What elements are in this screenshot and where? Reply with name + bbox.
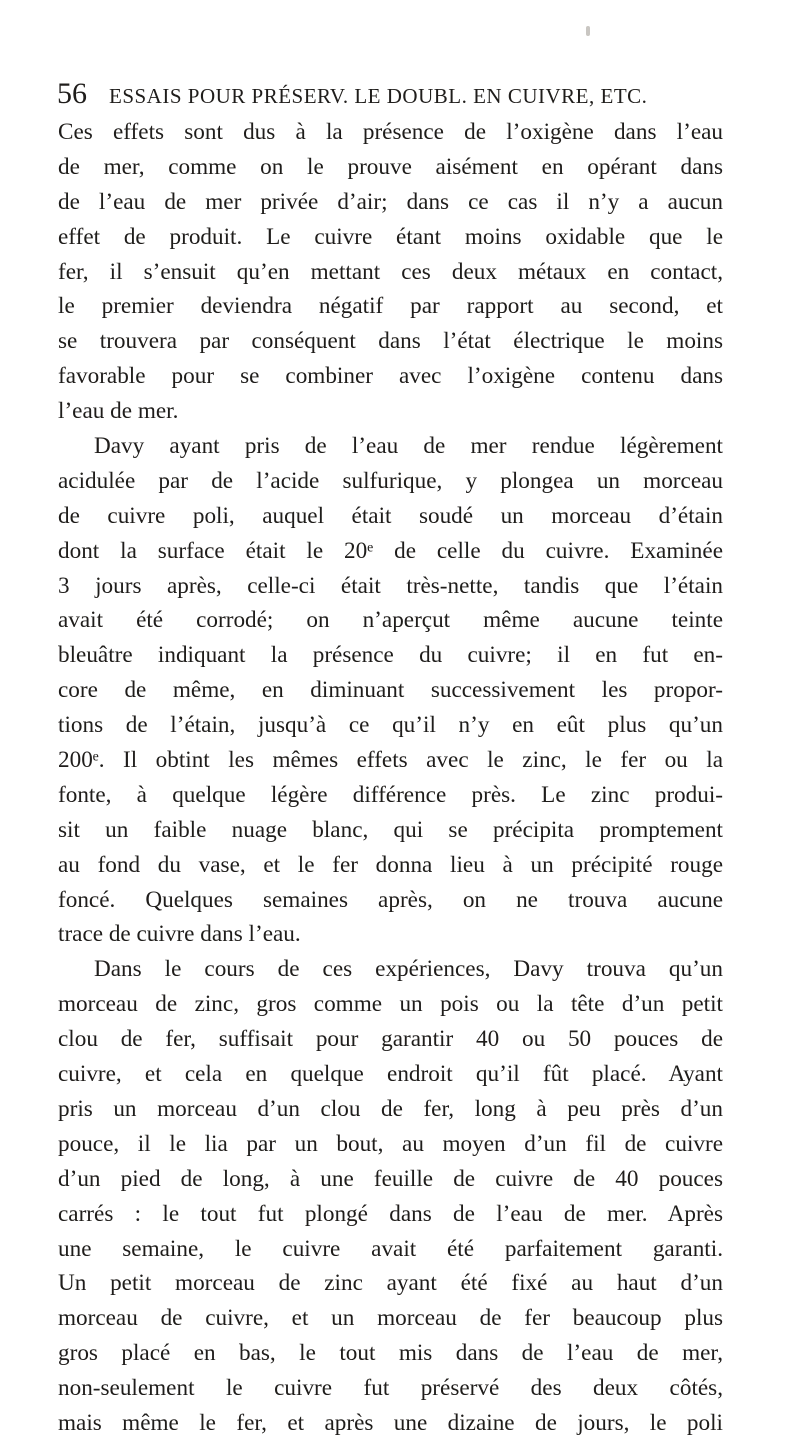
text-line: core de même, en diminuant successivement les propor- [58,677,723,704]
text-line: morceau de cuivre, et un morceau de fer beaucoup plus [58,1305,723,1332]
text-line: favorable pour se combiner avec l’oxigène contenu dans [58,363,723,390]
text-line: morceau de zinc, gros comme un pois ou la tête d’un petit [58,991,723,1018]
text-line: foncé. Quelques semaines après, on ne trouva aucune [58,886,723,913]
text-line: trace de cuivre dans l’eau. [58,921,301,948]
text-line: clou de fer, suffisait pour garantir 40 ou 50 pouces de [58,1026,723,1053]
text-line: pouce, il le lia par un bout, au moyen d’un fil de cuivre [58,1130,723,1157]
text-line: 3 jours après, celle-ci était très-nette, tandis que l’étain [58,572,723,599]
text-line: d’un pied de long, à une feuille de cuivre de 40 pouces [58,1165,723,1192]
text-line: avait été corrodé; on n’aperçut même aucune teinte [58,607,723,634]
text-line: gros placé en bas, le tout mis dans de l’eau de mer, [58,1340,723,1367]
text-line: Un petit morceau de zinc ayant été fixé au haut d’un [58,1270,723,1297]
text-line: 200ᵉ. Il obtint les mêmes effets avec le zinc, le fer ou la [58,747,723,774]
text-line: se trouvera par conséquent dans l’état électrique le moins [58,328,723,355]
text-line: pris un morceau d’un clou de fer, long à peu près d’un [58,1095,723,1122]
text-line: Ces effets sont dus à la présence de l’oxigène dans l’eau [58,119,723,145]
text-line: acidulée par de l’acide sulfurique, y plongea un morceau [58,467,723,494]
page-number: 56 [57,77,87,110]
text-line: tions de l’étain, jusqu’à ce qu’il n’y en eût plus qu’un [58,712,723,739]
text-line: une semaine, le cuivre avait été parfaitement garanti. [58,1235,723,1262]
body-text [58,115,723,1441]
text-line: fer, il s’ensuit qu’en mettant ces deux métaux en contact, [58,258,723,285]
text-line: Dans le cours de ces expériences, Davy trouva qu’un [94,956,723,983]
running-head [57,78,717,110]
text-line: cuivre, et cela en quelque endroit qu’il fût placé. Ayant [58,1061,723,1088]
text-line: non-seulement le cuivre fut préservé des deux côtés, [58,1375,723,1402]
text-line: dont la surface était le 20ᵉ de celle du cuivre. Examinée [58,537,723,564]
text-line: effet de produit. Le cuivre étant moins oxidable que le [58,223,723,250]
text-line: sit un faible nuage blanc, qui se précipita promptement [58,816,723,843]
text-line: Davy ayant pris de l’eau de mer rendue légèrement [94,433,723,460]
text-line: bleuâtre indiquant la présence du cuivre; il en fut en- [58,642,723,669]
text-line: fonte, à quelque légère différence près. Le zinc produi- [58,781,723,808]
text-line: au fond du vase, et le fer donna lieu à un précipité rouge [58,851,723,878]
text-line: de l’eau de mer privée d’air; dans ce cas il n’y a aucun [58,188,723,215]
running-title: ESSAIS POUR PRÉSERV. LE DOUBL. EN CUIVRE, ETC. [109,84,648,108]
text-line: de cuivre poli, auquel était soudé un morceau d’étain [58,502,723,529]
text-line: le premier deviendra négatif par rapport au second, et [58,293,723,320]
page-speck [586,26,590,36]
text-line: de mer, comme on le prouve aisément en opérant dans [58,153,723,180]
text-line: carrés : le tout fut plongé dans de l’eau de mer. Après [58,1200,723,1227]
text-line: mais même le fer, et après une dizaine de jours, le poli [58,1409,723,1436]
text-line: l’eau de mer. [58,398,179,425]
